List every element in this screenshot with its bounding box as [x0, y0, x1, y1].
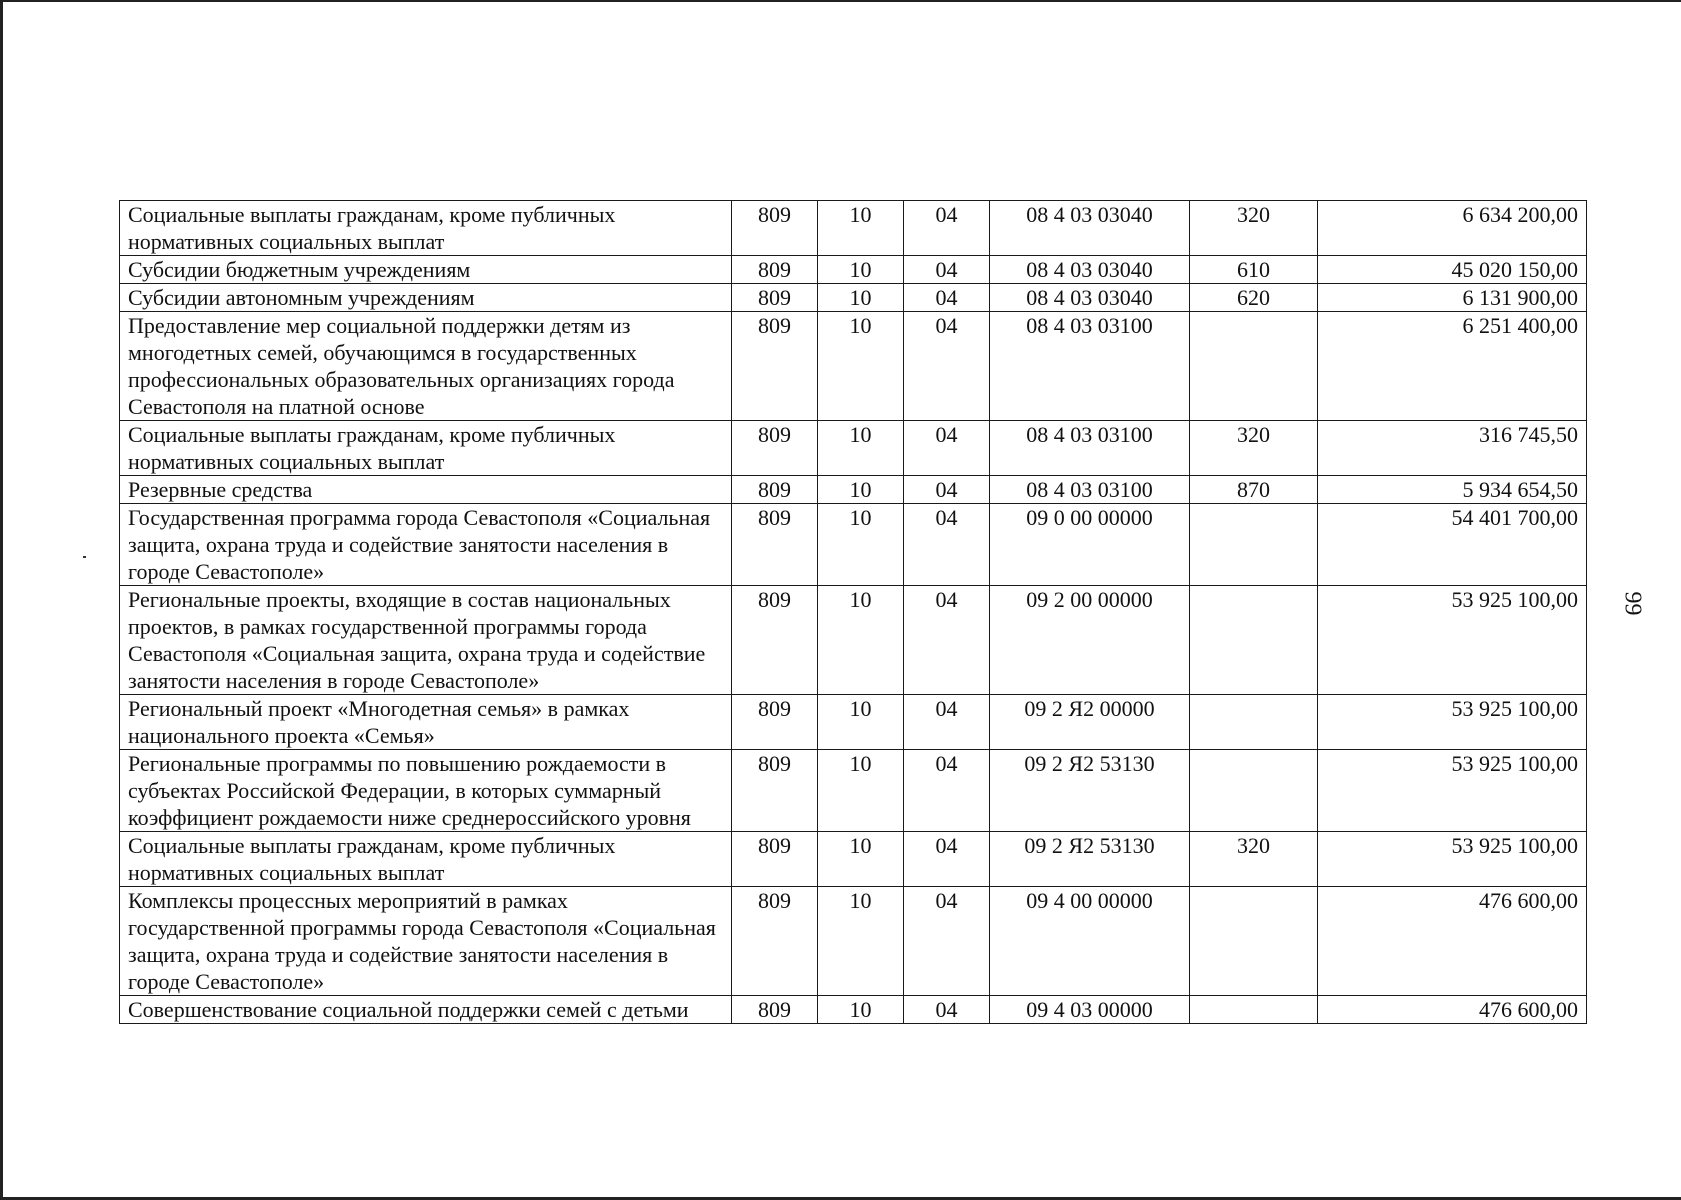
row-section-cell: 10 [818, 256, 904, 284]
row-section-cell: 10 [818, 996, 904, 1024]
scan-border-left [0, 0, 3, 1200]
row-subsection-cell: 04 [904, 750, 990, 832]
row-subsection-cell: 04 [904, 996, 990, 1024]
row-subsection-cell: 04 [904, 504, 990, 586]
row-section-cell: 10 [818, 421, 904, 476]
row-expense-type-cell [1190, 887, 1318, 996]
budget-table-container [119, 200, 1587, 1024]
row-target-article-cell: 09 4 03 00000 [990, 996, 1190, 1024]
row-amount-cell: 6 251 400,00 [1318, 312, 1587, 421]
row-ved-cell: 809 [732, 695, 818, 750]
scan-speck [83, 556, 86, 558]
row-target-article-cell: 08 4 03 03040 [990, 256, 1190, 284]
row-ved-cell: 809 [732, 750, 818, 832]
row-target-article-cell: 08 4 03 03040 [990, 284, 1190, 312]
row-name-cell: Субсидии бюджетным учреждениям [120, 256, 732, 284]
row-ved-cell: 809 [732, 312, 818, 421]
row-amount-cell: 53 925 100,00 [1318, 586, 1587, 695]
row-subsection-cell: 04 [904, 832, 990, 887]
row-target-article-cell: 08 4 03 03040 [990, 201, 1190, 256]
row-target-article-cell: 09 2 Я2 53130 [990, 750, 1190, 832]
row-ved-cell: 809 [732, 996, 818, 1024]
row-amount-cell: 5 934 654,50 [1318, 476, 1587, 504]
row-subsection-cell: 04 [904, 201, 990, 256]
row-section-cell: 10 [818, 750, 904, 832]
row-target-article-cell: 08 4 03 03100 [990, 476, 1190, 504]
table-row [120, 996, 1587, 1024]
row-target-article-cell: 09 0 00 00000 [990, 504, 1190, 586]
row-subsection-cell: 04 [904, 284, 990, 312]
table-row [120, 421, 1587, 476]
row-section-cell: 10 [818, 586, 904, 695]
row-target-article-cell: 08 4 03 03100 [990, 312, 1190, 421]
row-ved-cell: 809 [732, 504, 818, 586]
table-row [120, 832, 1587, 887]
row-amount-cell: 6 131 900,00 [1318, 284, 1587, 312]
row-name-cell: Совершенствование социальной поддержки семей с детьми [120, 996, 732, 1024]
row-target-article-cell: 09 2 Я2 53130 [990, 832, 1190, 887]
row-ved-cell: 809 [732, 284, 818, 312]
table-row [120, 504, 1587, 586]
row-expense-type-cell [1190, 695, 1318, 750]
row-target-article-cell: 09 4 00 00000 [990, 887, 1190, 996]
row-target-article-cell: 09 2 Я2 00000 [990, 695, 1190, 750]
row-ved-cell: 809 [732, 586, 818, 695]
row-name-cell: Региональные проекты, входящие в состав национальных проектов, в рамках государственной программы города Севастополя «Социальная защита, охрана труда и содействие занятости населения в городе Севастополе» [120, 586, 732, 695]
row-subsection-cell: 04 [904, 312, 990, 421]
table-row [120, 476, 1587, 504]
row-section-cell: 10 [818, 312, 904, 421]
row-target-article-cell: 09 2 00 00000 [990, 586, 1190, 695]
row-ved-cell: 809 [732, 832, 818, 887]
table-row [120, 887, 1587, 996]
page-number: 99 [1619, 591, 1646, 616]
table-row [120, 201, 1587, 256]
row-subsection-cell: 04 [904, 887, 990, 996]
table-row [120, 312, 1587, 421]
row-expense-type-cell: 610 [1190, 256, 1318, 284]
row-section-cell: 10 [818, 695, 904, 750]
row-section-cell: 10 [818, 504, 904, 586]
row-expense-type-cell: 620 [1190, 284, 1318, 312]
row-section-cell: 10 [818, 887, 904, 996]
scan-border-top [0, 0, 1681, 2]
row-name-cell: Региональный проект «Многодетная семья» в рамках национального проекта «Семья» [120, 695, 732, 750]
row-ved-cell: 809 [732, 476, 818, 504]
row-amount-cell: 53 925 100,00 [1318, 695, 1587, 750]
row-ved-cell: 809 [732, 201, 818, 256]
row-expense-type-cell [1190, 504, 1318, 586]
row-section-cell: 10 [818, 832, 904, 887]
row-expense-type-cell: 320 [1190, 421, 1318, 476]
row-amount-cell: 53 925 100,00 [1318, 750, 1587, 832]
row-name-cell: Социальные выплаты гражданам, кроме публичных нормативных социальных выплат [120, 421, 732, 476]
row-section-cell: 10 [818, 201, 904, 256]
row-subsection-cell: 04 [904, 586, 990, 695]
row-name-cell: Региональные программы по повышению рождаемости в субъектах Российской Федерации, в которых суммарный коэффициент рождаемости ниже среднероссийского уровня [120, 750, 732, 832]
row-amount-cell: 54 401 700,00 [1318, 504, 1587, 586]
row-amount-cell: 316 745,50 [1318, 421, 1587, 476]
row-name-cell: Резервные средства [120, 476, 732, 504]
budget-table [119, 200, 1587, 1024]
row-name-cell: Предоставление мер социальной поддержки детям из многодетных семей, обучающимся в государственных профессиональных образовательных организациях города Севастополя на платной основе [120, 312, 732, 421]
row-amount-cell: 45 020 150,00 [1318, 256, 1587, 284]
row-amount-cell: 6 634 200,00 [1318, 201, 1587, 256]
table-row [120, 750, 1587, 832]
row-expense-type-cell [1190, 996, 1318, 1024]
row-amount-cell: 476 600,00 [1318, 996, 1587, 1024]
row-expense-type-cell: 870 [1190, 476, 1318, 504]
row-expense-type-cell [1190, 312, 1318, 421]
row-subsection-cell: 04 [904, 421, 990, 476]
table-row [120, 695, 1587, 750]
row-subsection-cell: 04 [904, 256, 990, 284]
row-name-cell: Субсидии автономным учреждениям [120, 284, 732, 312]
row-subsection-cell: 04 [904, 695, 990, 750]
table-row [120, 284, 1587, 312]
row-expense-type-cell: 320 [1190, 201, 1318, 256]
row-ved-cell: 809 [732, 887, 818, 996]
table-row [120, 256, 1587, 284]
row-name-cell: Комплексы процессных мероприятий в рамках государственной программы города Севастополя «Социальная защита, охрана труда и содействие занятости населения в городе Севастополе» [120, 887, 732, 996]
row-name-cell: Государственная программа города Севастополя «Социальная защита, охрана труда и содействие занятости населения в городе Севастополе» [120, 504, 732, 586]
row-section-cell: 10 [818, 284, 904, 312]
row-expense-type-cell: 320 [1190, 832, 1318, 887]
row-name-cell: Социальные выплаты гражданам, кроме публичных нормативных социальных выплат [120, 201, 732, 256]
row-target-article-cell: 08 4 03 03100 [990, 421, 1190, 476]
table-body [120, 201, 1587, 1024]
row-expense-type-cell [1190, 586, 1318, 695]
row-subsection-cell: 04 [904, 476, 990, 504]
row-name-cell: Социальные выплаты гражданам, кроме публичных нормативных социальных выплат [120, 832, 732, 887]
row-amount-cell: 476 600,00 [1318, 887, 1587, 996]
row-ved-cell: 809 [732, 256, 818, 284]
row-expense-type-cell [1190, 750, 1318, 832]
row-amount-cell: 53 925 100,00 [1318, 832, 1587, 887]
row-section-cell: 10 [818, 476, 904, 504]
table-row [120, 586, 1587, 695]
row-ved-cell: 809 [732, 421, 818, 476]
